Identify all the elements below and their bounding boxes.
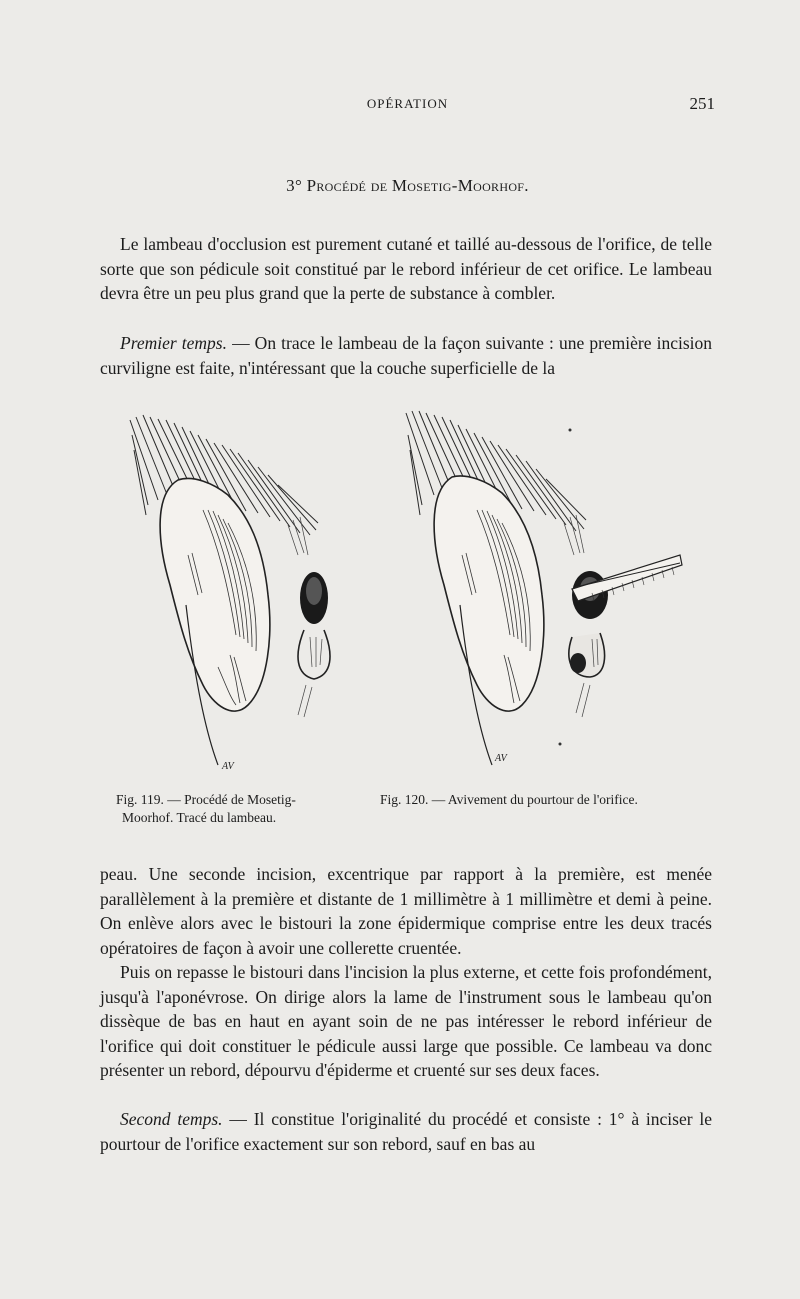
figure-120-illustration <box>392 405 692 785</box>
figure-119-illustration <box>118 405 368 785</box>
running-title: OPÉRATION <box>366 96 449 111</box>
second-step-label: Second temps. <box>120 1109 223 1129</box>
figure-120-signature: AV <box>495 753 507 764</box>
ear-outline <box>160 478 270 711</box>
section-heading: 3° Procédé de Mosetig-Moorhof. <box>286 176 529 195</box>
page-number: 251 <box>689 94 715 113</box>
paragraph-intro: Le lambeau d'occlusion est purement cutané et taillé au-dessous de l'orifice, de telle sorte que son pédicule soit constitué par le rebord inférieur de cet orifice. Le lambeau devra être un peu plus grand que la perte de substance à combler. <box>100 234 712 303</box>
paragraph-deep-incision: Puis on repasse le bistouri dans l'incision la plus externe, et cette fois profondément, jusqu'à l'aponévrose. On dirige alors la lame de l'instrument sous le lambeau qu'on dissèque de bas en haut en ayant soin de ne pas intéresser le rebord inférieur de l'orifice qui doit constituer le pédicule aussi large que possible. Ce lambeau va donc présenter un rebord, dépourvu d'épiderme et cruenté sur ses deux faces. <box>100 962 712 1080</box>
figure-119-caption-line2: Moorhof. Tracé du lambeau. <box>122 810 277 825</box>
figure-119-signature: AV <box>222 761 234 772</box>
flap-outline <box>298 630 330 679</box>
running-head <box>100 94 715 116</box>
paragraph-second-step <box>100 1107 712 1156</box>
paragraph-second-incision: peau. Une seconde incision, excentrique par rapport à la première, est menée parallèlement à la première et distante de 1 millimètre à 1 millimètre et demi à peine. On enlève alors avec le bistouri la zone épidermique comprise entre les deux tracés opératoires de façon à avoir une collerette cruentée. <box>100 864 712 958</box>
first-step-label: Premier temps. <box>120 333 227 353</box>
first-step-text: — On trace le lambeau de la façon suivante : une première incision curviligne est faite, n'intéressant que la couche superficielle de la <box>100 333 712 378</box>
figure-119-caption <box>116 791 371 827</box>
paragraph-first-step <box>100 331 712 380</box>
second-step-text: — Il constitue l'originalité du procédé et consiste : 1° à inciser le pourtour de l'orifice exactement sur son rebord, sauf en bas au <box>100 1109 712 1154</box>
ear-outline <box>434 476 544 711</box>
figure-120-caption: Fig. 120. — Avivement du pourtour de l'orifice. <box>380 792 638 807</box>
figure-119-caption-line1: Fig. 119. — Procédé de Mosetig- <box>116 792 296 807</box>
